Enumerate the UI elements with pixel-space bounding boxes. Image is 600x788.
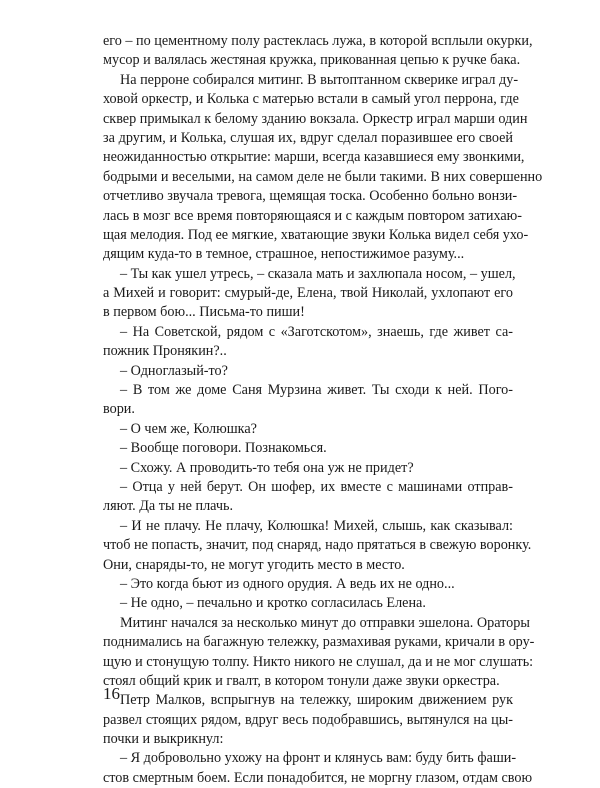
text-line: Они, снаряды-то, не могут угодить место в место. [103,556,405,573]
text-line: – Ты как ушел утресь, – сказала мать и захлюпала носом, – ушел, [120,265,516,282]
text-line: отчетливо звучала тревога, щемящая тоска. Особенно больно вонзи- [103,188,518,205]
text-line: лась в мозг все время повторяющаяся и с каждым повтором затихаю- [103,207,522,224]
text-line: – На Советской, рядом с «Заготскотом», знаешь, где живет са- [120,323,513,340]
text-line: щая мелодия. Под ее мягкие, хватающие звуки Колька видел себя ухо- [103,226,529,243]
text-line: – Схожу. А проводить-то тебя она уж не придет? [120,459,414,476]
text-line: чтоб не попасть, значит, под снаряд, надо прятаться в свежую воронку. [103,537,532,554]
text-line: неожиданностью открытие: марши, всегда казавшиеся ему звонкими, [103,149,525,166]
text-line: развел стоящих рядом, вдруг весь подобравшись, вытянулся на цы- [103,711,513,728]
text-line: – О чем же, Колюшка? [120,420,257,437]
text-line: а Михей и говорит: смурый-де, Елена, твой Николай, ухлопают его [103,285,513,302]
text-line: бодрыми и веселыми, на самом деле не были такими. В них совершенно [103,168,543,185]
text-line: Петр Малков, вспрыгнув на тележку, широким движением рук [120,692,513,709]
text-line: – Вообще поговори. Познакомься. [120,440,327,457]
text-line: мусор и валялась жестяная кружка, прикованная цепью к ручке бака. [103,52,521,69]
text-line: пожник Пронякин?.. [103,343,227,360]
page-number: 16 [103,684,120,703]
text-line: за другим, и Колька, слушая их, вдруг сделал поразившее его своей [103,129,513,146]
text-line: – Отца у ней берут. Он шофер, их вместе с машинами отправ- [120,478,513,495]
text-line: – В том же доме Саня Мурзина живет. Ты сходи к ней. Пого- [120,382,513,399]
text-line: На перроне собирался митинг. В вытоптанном скверике играл ду- [120,71,519,88]
text-line: его – по цементному полу растеклась лужа, в которой всплыли окурки, [103,33,533,49]
text-line: – Одноглазый-то? [120,362,228,379]
text-line: – Я добровольно ухожу на фронт и клянусь вам: буду бить фаши- [120,750,517,767]
text-line: ховой оркестр, и Колька с матерью встали в самый угол перрона, где [103,91,519,108]
text-line: – Не одно, – печально и кротко согласилась Елена. [120,595,426,612]
text-line: – Это когда бьют из одного орудия. А ведь их не одно... [120,575,455,592]
text-line: Митинг начался за несколько минут до отправки эшелона. Ораторы [120,614,530,631]
page-text [103,32,543,788]
text-line: почки и выкрикнул: [103,731,224,748]
text-line: вори. [103,401,135,418]
text-line: поднимались на багажную тележку, размахивая руками, кричали в ору- [103,634,535,651]
text-line: – И не плачу. Не плачу, Колюшка! Михей, слышь, как сказывал: [120,517,513,534]
text-line: сквер примыкал к белому зданию вокзала. Оркестр играл марши один [103,110,528,127]
text-line: в первом бою... Письма-то пиши! [103,304,305,321]
text-line: ляют. Да ты не плачь. [103,498,234,515]
text-line: стов смертным боем. Если понадобится, не моргну глазом, отдам свою [103,769,533,786]
text-line: дящим куда-то в темное, страшное, непостижимое разуму... [103,246,465,263]
text-line: стоял общий крик и гвалт, в котором тонули даже звуки оркестра. [103,672,500,689]
text-line: щую и стонущую толпу. Никто никого не слушал, да и не мог слушать: [103,653,534,670]
